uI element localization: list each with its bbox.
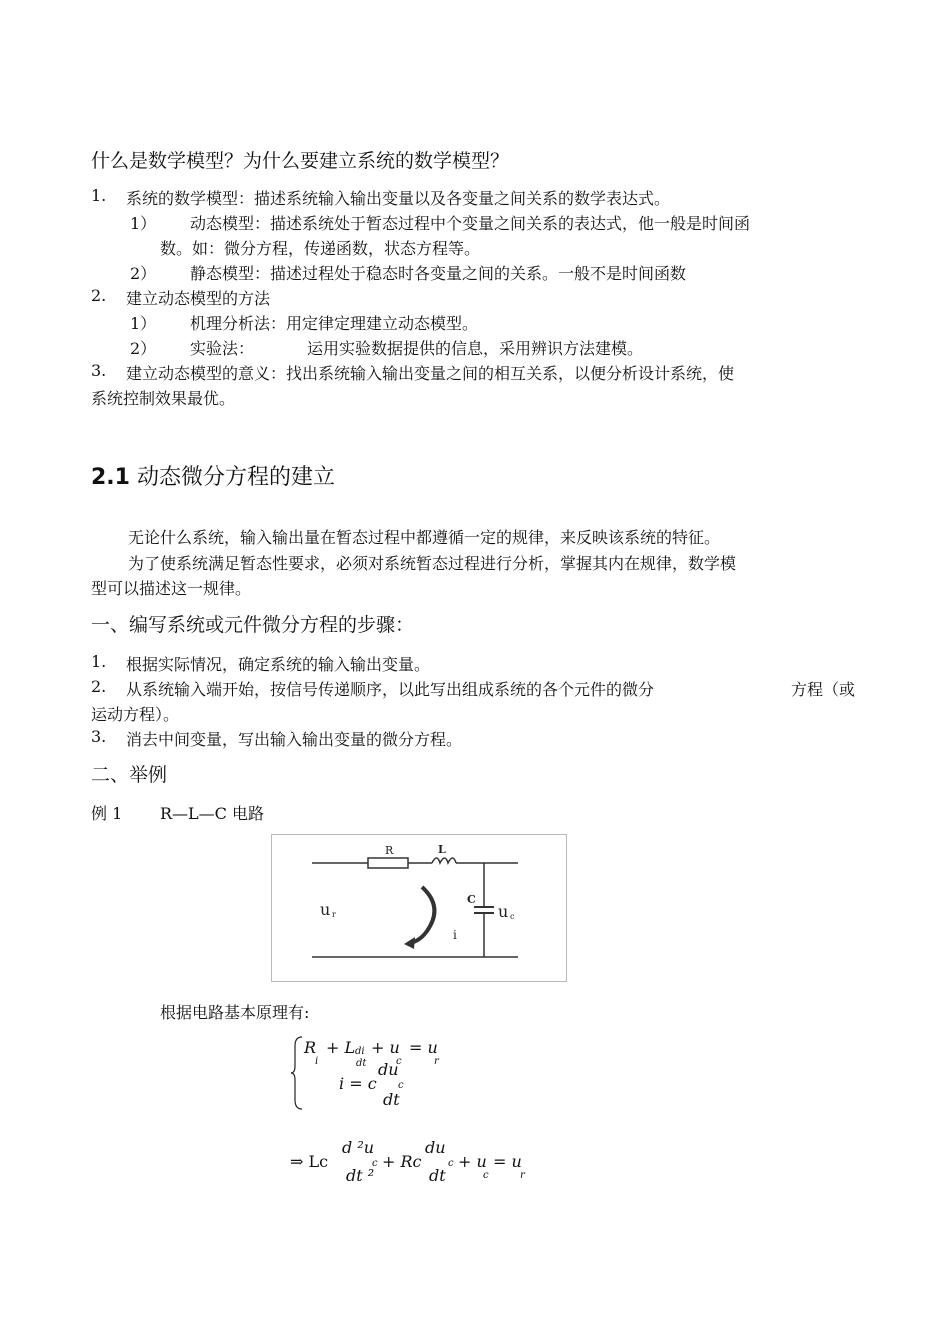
step-3-text: 消去中间变量，写出输入输出变量的微分方程。 bbox=[126, 730, 463, 749]
rlc-circuit-diagram bbox=[271, 834, 567, 982]
eq1-di: di bbox=[355, 1046, 365, 1057]
item-2b-label: 实验法： bbox=[190, 339, 255, 358]
eq3-dt2: dt ² bbox=[346, 1166, 375, 1185]
left-brace-icon bbox=[290, 1036, 304, 1110]
circuit-svg bbox=[272, 835, 566, 981]
section-heading bbox=[91, 460, 335, 491]
paragraph-2-cont: 型可以描述这一规律。 bbox=[91, 579, 252, 598]
final-equation bbox=[290, 1138, 550, 1188]
section-title: 动态微分方程的建立 bbox=[129, 465, 335, 490]
eq3-r-sub: r bbox=[520, 1170, 525, 1181]
example-1-title: R—L—C 电路 bbox=[160, 804, 265, 823]
step-1-number: 1. bbox=[91, 652, 107, 671]
eq3-plus-u: + u bbox=[458, 1152, 487, 1171]
eq3-du: du bbox=[425, 1138, 446, 1157]
label-uc: u bbox=[498, 902, 509, 921]
item-2b-text: 运用实验数据提供的信息，采用辨识方法建模。 bbox=[307, 339, 644, 358]
current-loop-arrow bbox=[410, 887, 434, 943]
label-L: L bbox=[438, 843, 446, 856]
current-arrow-head bbox=[404, 937, 415, 949]
label-R: R bbox=[385, 844, 394, 857]
example-1-label: 例 1 bbox=[91, 804, 123, 823]
inductor-symbol bbox=[432, 858, 456, 863]
eq2-numerator: du bbox=[378, 1060, 399, 1079]
item-1b-number: 2） bbox=[130, 264, 157, 283]
item-1a-number: 1） bbox=[130, 214, 157, 233]
eq3-c-sub-3: c bbox=[483, 1170, 489, 1181]
step-3-number: 3. bbox=[91, 727, 107, 746]
eq3-c-sub-2: c bbox=[448, 1158, 454, 1169]
item-2a-number: 1） bbox=[130, 314, 157, 333]
eq1-R: R bbox=[304, 1038, 317, 1057]
paragraph-2: 为了使系统满足暂态性要求，必须对系统暂态过程进行分析，掌握其内在规律，数学模 bbox=[128, 554, 737, 573]
eq3-eq-u: = u bbox=[493, 1152, 522, 1171]
steps-heading: 一、编写系统或元件微分方程的步骤： bbox=[91, 614, 415, 636]
example-heading: 二、举例 bbox=[91, 764, 168, 786]
eq1-i-sub: i bbox=[315, 1056, 319, 1067]
eq3-plus-Rc: + Rc bbox=[382, 1152, 422, 1171]
section-number: 2.1 bbox=[91, 465, 130, 490]
eq1-eq-u: = u bbox=[409, 1038, 438, 1057]
eq1-plus-L: + L bbox=[326, 1038, 356, 1057]
eq1-r-sub: r bbox=[434, 1056, 439, 1067]
item-3-number: 3. bbox=[91, 361, 107, 380]
eq3-d2u: d ²u bbox=[342, 1138, 375, 1157]
label-C: C bbox=[467, 893, 476, 906]
item-2a-text: 机理分析法：用定律定理建立动态模型。 bbox=[190, 314, 479, 333]
paragraph-1: 无论什么系统，输入输出量在暂态过程中都遵循一定的规律，来反映该系统的特征。 bbox=[128, 528, 721, 547]
eq2-lhs: i = c bbox=[339, 1074, 377, 1093]
eq3-implies-Lc: ⇒ Lc bbox=[290, 1152, 329, 1171]
label-i: i bbox=[453, 928, 457, 942]
item-1b-text: 静态模型：描述过程处于稳态时各变量之间的关系。一般不是时间函数 bbox=[190, 264, 687, 283]
eq3-dt: dt bbox=[429, 1166, 446, 1185]
item-1-number: 1. bbox=[91, 186, 107, 205]
step-2-text: 从系统输入端开始，按信号传递顺序，以此写出组成系统的各个元件的微分 bbox=[126, 680, 655, 699]
step-2-text-cont: 运动方程）。 bbox=[91, 705, 180, 724]
eq1-dt: dt bbox=[356, 1058, 367, 1069]
item-1a-text: 动态模型：描述系统处于暂态过程中个变量之间关系的表达式，他一般是时间函 bbox=[190, 214, 751, 233]
label-ur-sub: r bbox=[332, 910, 336, 919]
item-2-number: 2. bbox=[91, 286, 107, 305]
step-2-number: 2. bbox=[91, 677, 107, 696]
item-1-text: 系统的数学模型：描述系统输入输出变量以及各变量之间关系的数学表达式。 bbox=[126, 189, 671, 208]
eq2-denominator: dt bbox=[383, 1090, 400, 1109]
item-1a-text-cont: 数。如：微分方程，传递函数，状态方程等。 bbox=[160, 239, 481, 258]
eq1-plus-u: + u bbox=[371, 1038, 400, 1057]
step-2-text-b: 方程（或 bbox=[791, 680, 856, 699]
resistor-symbol bbox=[368, 858, 408, 868]
item-3-text-cont: 系统控制效果最优。 bbox=[91, 389, 236, 408]
eq2-c-sup: c bbox=[398, 1080, 404, 1091]
item-2b-number: 2） bbox=[130, 339, 157, 358]
derivation-intro: 根据电路基本原理有: bbox=[160, 1003, 310, 1022]
item-3-text: 建立动态模型的意义：找出系统输入输出变量之间的相互关系，以便分析设计系统，使 bbox=[126, 364, 735, 383]
label-ur: u bbox=[320, 900, 331, 919]
eq1-c-sub: c bbox=[396, 1056, 402, 1067]
label-uc-sub: c bbox=[510, 912, 515, 921]
step-1-text: 根据实际情况，确定系统的输入输出变量。 bbox=[126, 655, 431, 674]
eq3-c-sub-1: c bbox=[372, 1158, 378, 1169]
question-title: 什么是数学模型？为什么要建立系统的数学模型？ bbox=[91, 150, 510, 172]
equation-system bbox=[290, 1034, 490, 1114]
item-2-text: 建立动态模型的方法 bbox=[126, 289, 271, 308]
